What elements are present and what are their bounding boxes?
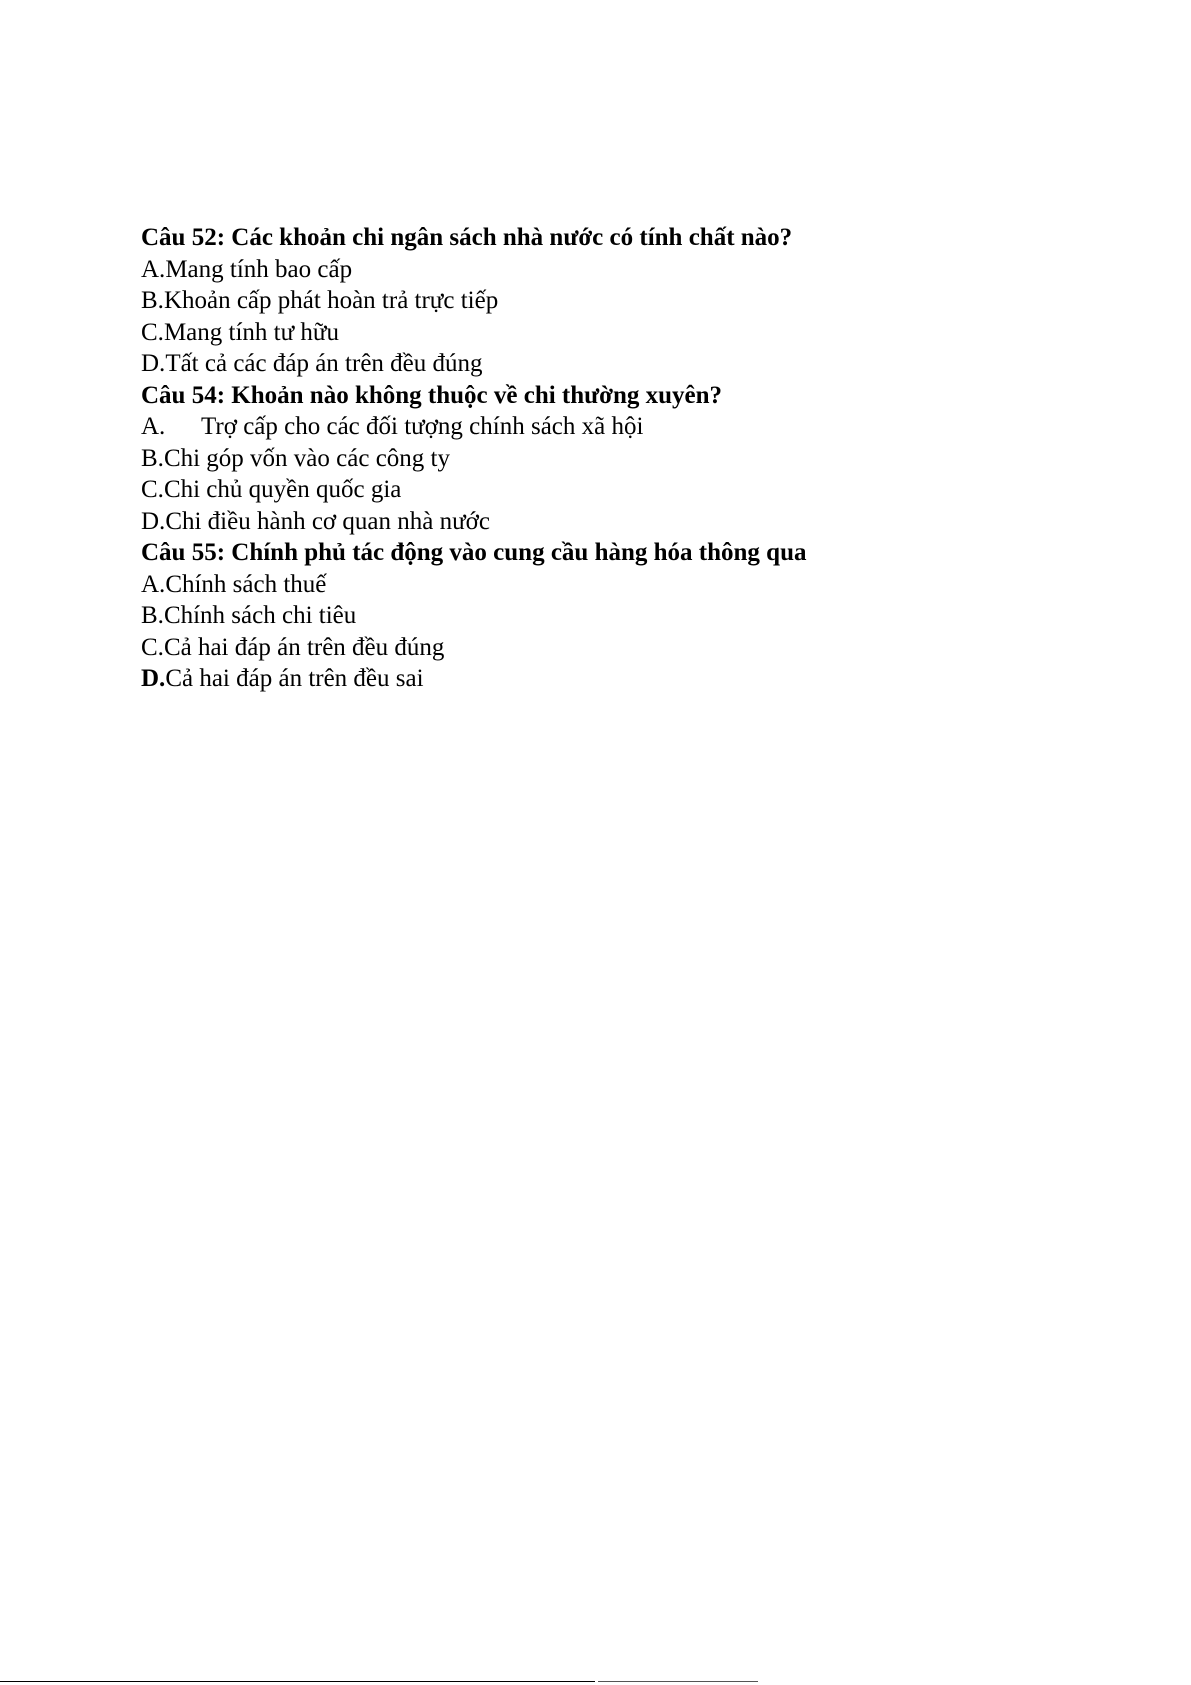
option-text: Cả hai đáp án trên đều sai: [165, 665, 424, 692]
answer-option: [141, 348, 1141, 380]
option-text: Tất cả các đáp án trên đều đúng: [165, 350, 483, 377]
option-text: Trợ cấp cho các đối tượng chính sách xã hội: [201, 413, 644, 440]
answer-option: [141, 569, 1141, 601]
option-letter: A.: [141, 255, 166, 283]
option-letter: D.: [141, 507, 166, 535]
question-title: Câu 52: Các khoản chi ngân sách nhà nước có tính chất nào?: [141, 224, 793, 251]
footer-divider: [0, 1681, 595, 1682]
option-letter: D.: [141, 665, 166, 692]
option-letter: B.: [141, 602, 164, 629]
answer-option: [141, 663, 1141, 695]
option-letter: C.: [141, 318, 164, 346]
option-letter: B.: [141, 287, 164, 314]
answer-option: [141, 506, 1141, 538]
option-letter: A.: [141, 570, 166, 598]
answer-option: [141, 443, 1141, 475]
option-text: Chi chủ quyền quốc gia: [163, 476, 402, 503]
option-text: Chi điều hành cơ quan nhà nước: [165, 507, 490, 535]
option-text: Chi góp vốn vào các công ty: [163, 444, 450, 472]
option-letter: D.: [141, 350, 166, 377]
option-text: Mang tính tư hữu: [163, 318, 339, 346]
document-content: [141, 222, 1141, 695]
answer-option: [141, 285, 1141, 317]
option-text: Chính sách thuế: [165, 570, 327, 598]
option-text: Mang tính bao cấp: [165, 255, 353, 283]
answer-option: [141, 600, 1141, 632]
answer-option: [141, 317, 1141, 349]
answer-option: [141, 474, 1141, 506]
option-letter: C.: [141, 476, 164, 503]
question-title: Câu 54: Khoản nào không thuộc về chi thường xuyên?: [141, 381, 723, 409]
option-letter: A.: [141, 413, 166, 440]
answer-option: [141, 632, 1141, 664]
option-text: Khoản cấp phát hoàn trả trực tiếp: [163, 287, 499, 314]
option-letter: C.: [141, 633, 164, 661]
option-text: Cả hai đáp án trên đều đúng: [163, 633, 445, 661]
answer-option: [141, 254, 1141, 286]
option-text: Chính sách chi tiêu: [163, 602, 357, 629]
question-title: Câu 55: Chính phủ tác động vào cung cầu hàng hóa thông qua: [141, 539, 807, 566]
footer-divider-short: [598, 1681, 758, 1682]
option-letter: B.: [141, 444, 164, 472]
answer-option: [141, 411, 1141, 443]
